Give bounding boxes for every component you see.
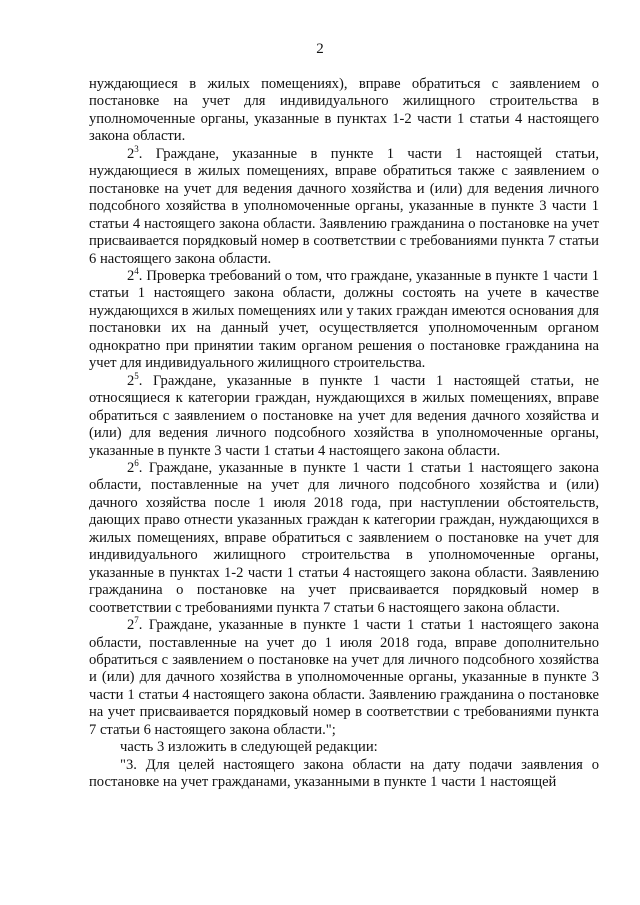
paragraph-marker: 2 bbox=[127, 372, 135, 389]
paragraph-text: . Граждане, указанные в пункте 1 части 1 настоящей статьи, нуждающиеся в жилых помещениях, вправе обратиться также с заявлением о постановке на учет для ведения дачного хозяйства и (или) для ведения личного подсобного хозяйства в уполномоченные органы, указанные в пункте 3 части 1 статьи 4 настоящего закона области. Заявлению гражданина о постановке на учет присваивается порядковый номер в соответствии с требованиями пункта 7 статьи 6 настоящего закона области. bbox=[89, 145, 599, 267]
paragraph-text: . Проверка требований о том, что граждане, указанные в пункте 1 части 1 статьи 1 настоящего закона области, должны состоять на учете в качестве нуждающихся в жилых помещениях или у таких граждан имеются основания для постановки их на данный учет, осуществляется уполномоченным органом однократно при принятии таким органом решения о постановке гражданина на учет для индивидуального жилищного строительства. bbox=[89, 267, 599, 372]
paragraph-part-3 bbox=[89, 757, 599, 792]
page-number: 2 bbox=[316, 41, 324, 57]
paragraph-marker-superscript: 6 bbox=[134, 457, 139, 468]
paragraph-2-7 bbox=[89, 617, 599, 739]
paragraph-text: нуждающиеся в жилых помещениях), вправе обратиться с заявлением о постановке на учет для индивидуального жилищного строительства в уполномоченные органы, указанные в пунктах 1-2 части 1 статьи 4 настоящего закона области. bbox=[89, 76, 599, 145]
paragraph-marker-superscript: 4 bbox=[134, 265, 139, 276]
paragraph-marker: 2 bbox=[127, 459, 135, 476]
paragraph-text: часть 3 изложить в следующей редакции: bbox=[120, 739, 378, 756]
paragraph-text: . Граждане, указанные в пункте 1 части 1 статьи 1 настоящего закона области, поставленные на учет для личного подсобного хозяйства и (или) дачного хозяйства после 1 июля 2018 года, при наступлении обстоятельств, дающих право отнести указанных граждан к категории граждан, нуждающихся в жилых помещениях, вправе обратиться с заявлением о постановке на учет для индивидуального жилищного строительства в уполномоченные органы, указанные в пунктах 1-2 части 1 статьи 4 настоящего закона области. Заявлению гражданина о постановке на учет присваивается порядковый номер в соответствии с требованиями пункта 7 статьи 6 настоящего закона области. bbox=[89, 459, 599, 616]
paragraph-amendment-intro bbox=[89, 739, 599, 756]
paragraph-2-5 bbox=[89, 370, 599, 460]
paragraph-2-3 bbox=[89, 143, 599, 268]
paragraph-marker-superscript: 3 bbox=[134, 143, 139, 154]
paragraph-text: . Граждане, указанные в пункте 1 части 1 статьи 1 настоящего закона области, поставленные на учет до 1 июля 2018 года, вправе дополнительно обратиться с заявлением о постановке на учет для личного подсобного хозяйства и (или) для дачного хозяйства в уполномоченные органы, указанные в пункте 3 части 1 статьи 4 настоящего закона области. Заявлению гражданина о постановке на учет присваивается порядковый номер в соответствии с требованиями пункта 7 статьи 6 настоящего закона области."; bbox=[89, 617, 599, 738]
paragraph-2-6 bbox=[89, 457, 599, 617]
paragraph-marker-superscript: 7 bbox=[134, 615, 139, 626]
paragraph-marker: 2 bbox=[127, 617, 135, 634]
paragraph-continuation bbox=[89, 76, 599, 146]
paragraph-marker: 2 bbox=[127, 267, 135, 284]
document-body bbox=[89, 76, 599, 792]
paragraph-marker-superscript: 5 bbox=[134, 370, 139, 381]
paragraph-text: . Граждане, указанные в пункте 1 части 1 настоящей статьи, не относящиеся к категории граждан, нуждающихся в жилых помещениях, вправе обратиться с заявлением о постановке на учет для ведения дачного хозяйства и (или) для ведения личного подсобного хозяйства в уполномоченные органы, указанные в пункте 3 части 1 статьи 4 настоящего закона области. bbox=[89, 372, 599, 459]
paragraph-marker: 2 bbox=[127, 145, 135, 162]
paragraph-2-4 bbox=[89, 265, 599, 373]
paragraph-text: "3. Для целей настоящего закона области на дату подачи заявления о постановке на учет гражданами, указанными в пункте 1 части 1 настоящей bbox=[89, 756, 599, 791]
